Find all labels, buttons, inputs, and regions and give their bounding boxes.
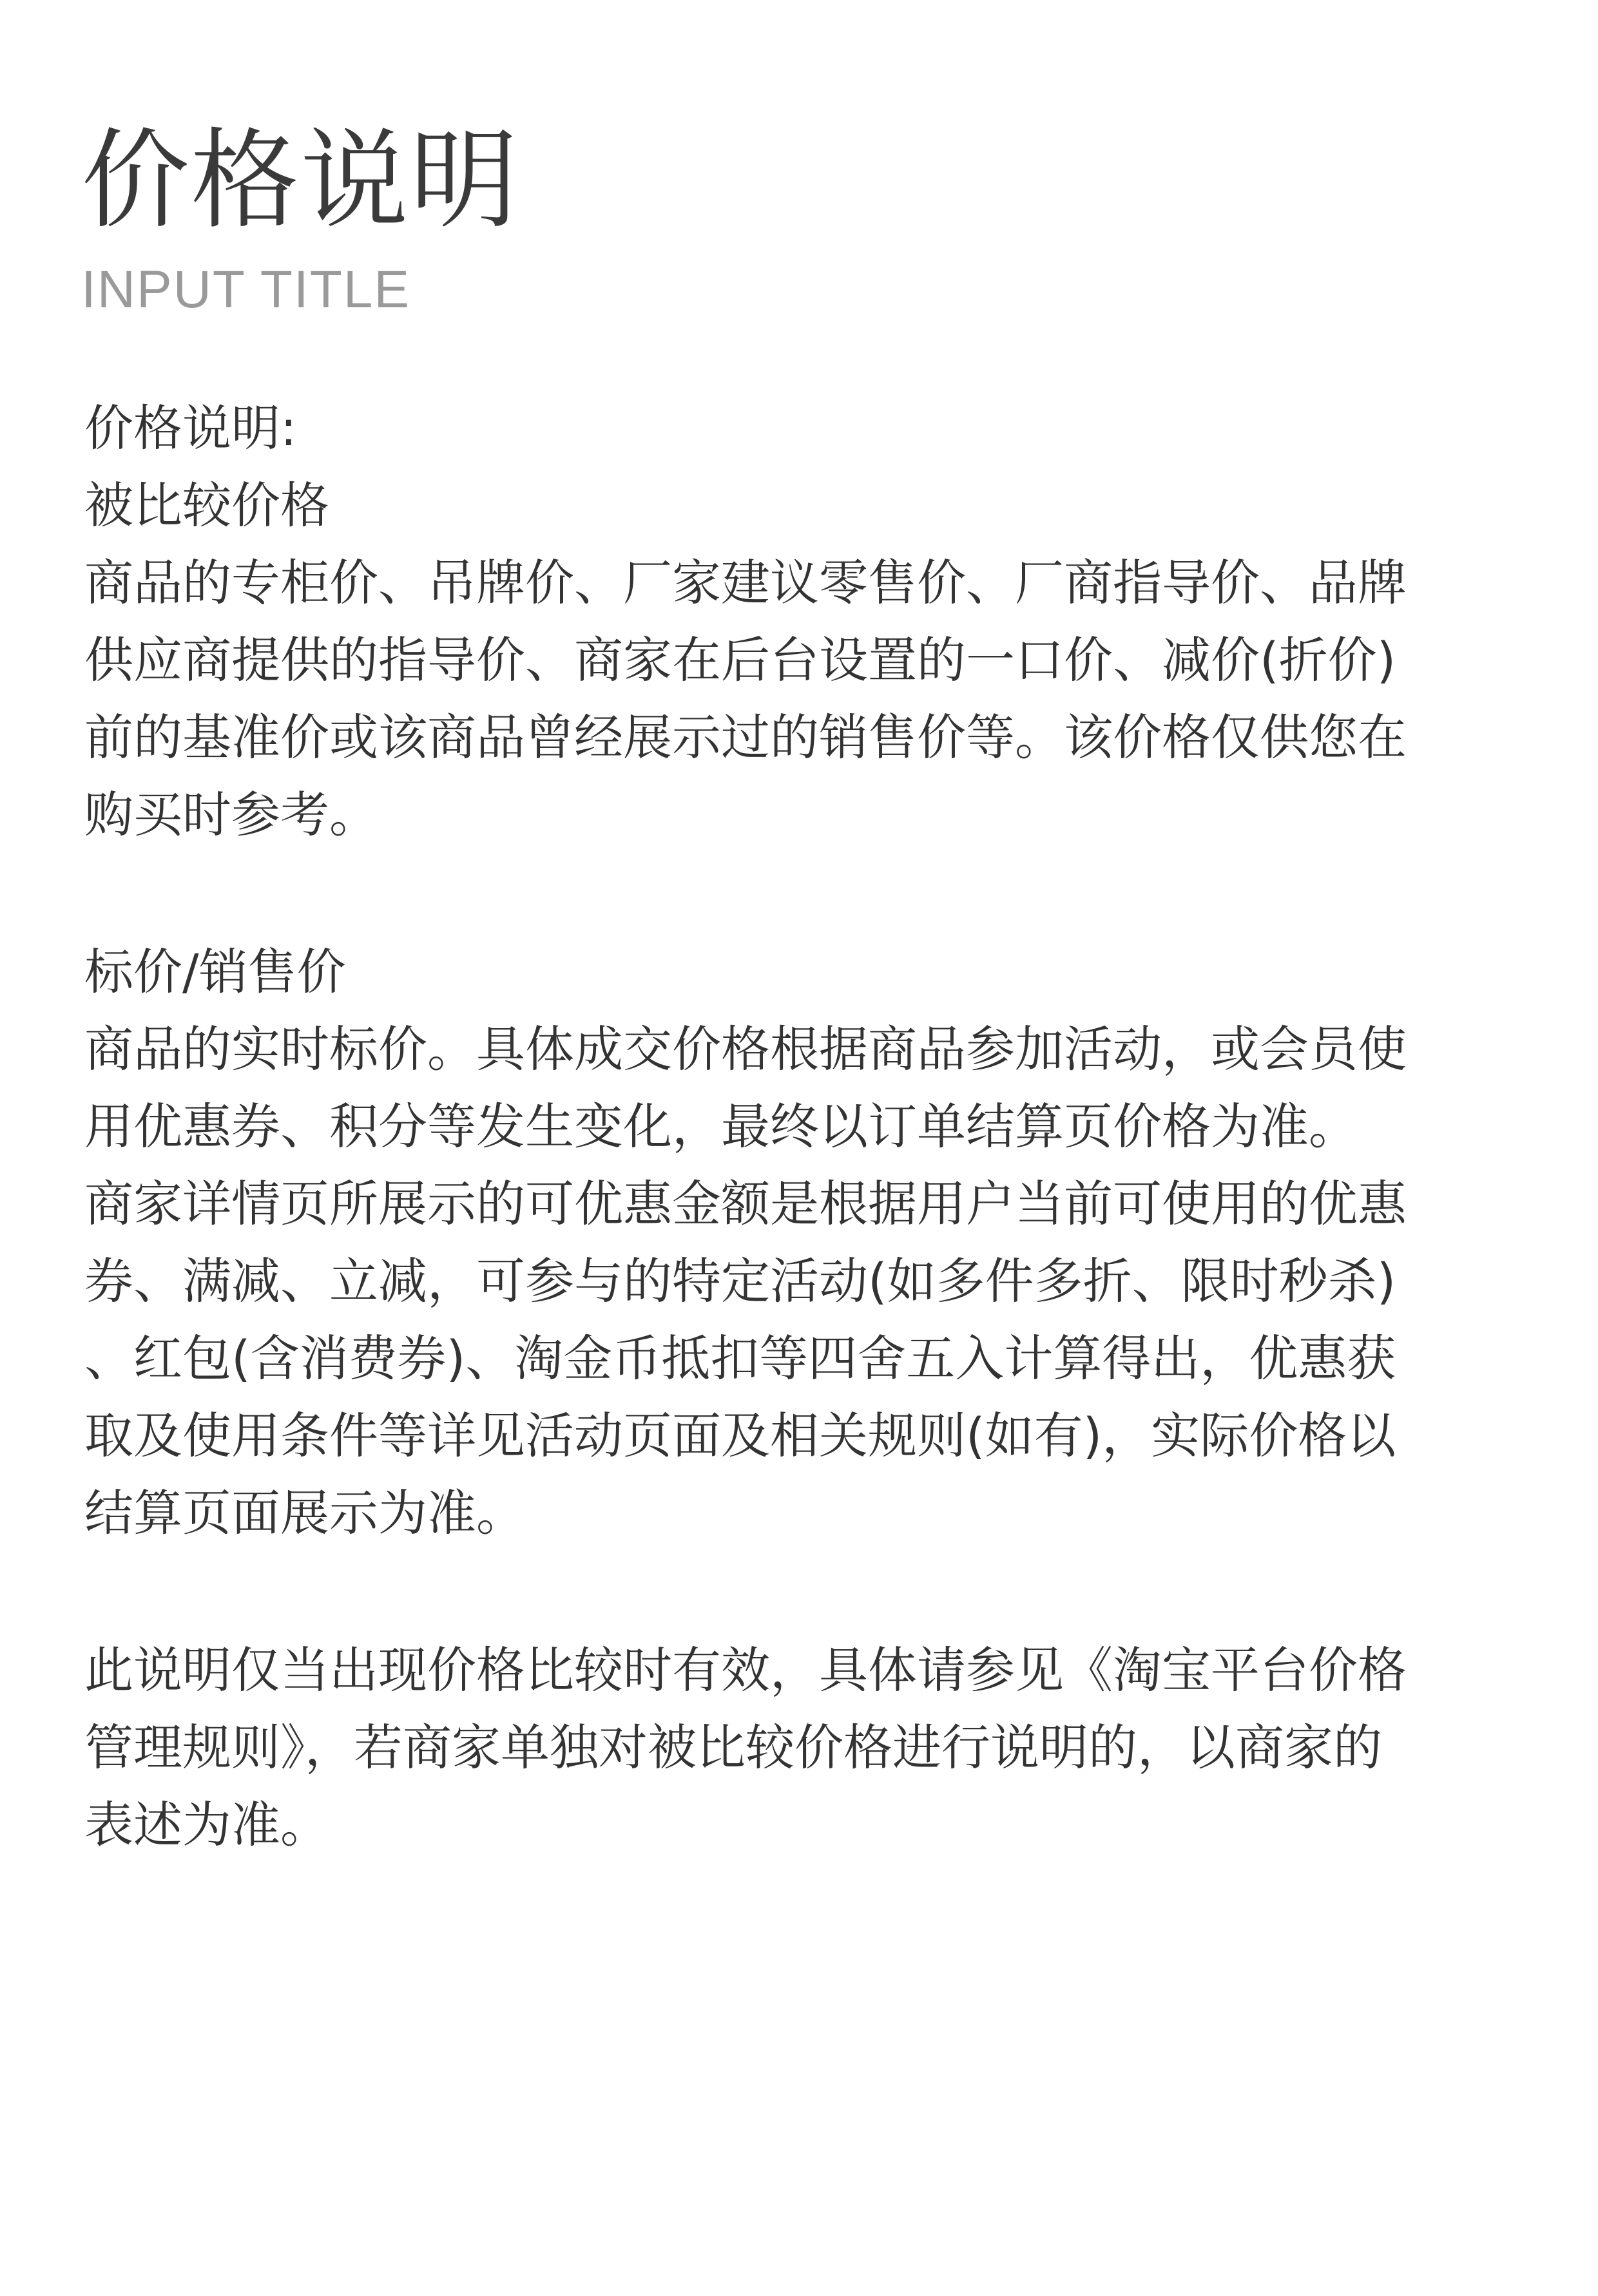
- description-content: [84, 390, 1502, 1944]
- paragraph-line: 管理规则》，若商家单独对被比较价格进行说明的，以商家的: [84, 1719, 1382, 1776]
- paragraph-line: 取及使用条件等详见活动页面及相关规则(如有)，实际价格以: [84, 1407, 1396, 1464]
- paragraph-line: 供应商提供的指导价、商家在后台设置的一口价、减价(折价): [84, 631, 1396, 689]
- section-heading: 价格说明:: [84, 399, 297, 457]
- page-subtitle: INPUT TITLE: [81, 260, 411, 319]
- validity-note-section: [84, 1632, 1502, 1864]
- paragraph-line: 商品的实时标价。具体成交价格根据商品参加活动，或会员使: [84, 1020, 1407, 1078]
- page-title: 价格说明: [81, 117, 519, 244]
- subsection-heading: 标价/销售价: [84, 943, 346, 1000]
- page-header: [81, 110, 1499, 322]
- paragraph-line: 表述为准。: [84, 1796, 329, 1853]
- list-price-section: [84, 933, 1502, 1552]
- paragraph-line: 此说明仅当出现价格比较时有效，具体请参见《淘宝平台价格: [84, 1641, 1407, 1699]
- paragraph-line: 、红包(含消费券)、淘金币抵扣等四舍五入计算得出，优惠获: [84, 1330, 1396, 1387]
- compared-price-section: [84, 390, 1502, 854]
- paragraph-line: 用优惠券、积分等发生变化，最终以订单结算页价格为准。: [84, 1098, 1358, 1155]
- paragraph-line: 商家详情页所展示的可优惠金额是根据用户当前可使用的优惠: [84, 1175, 1407, 1232]
- paragraph-line: 结算页面展示为准。: [84, 1484, 525, 1542]
- paragraph-line: 券、满减、立减，可参与的特定活动(如多件多折、限时秒杀): [84, 1252, 1396, 1310]
- paragraph-line: 购买时参考。: [84, 786, 378, 843]
- subsection-heading: 被比较价格: [84, 477, 329, 534]
- paragraph-line: 前的基准价或该商品曾经展示过的销售价等。该价格仅供您在: [84, 709, 1407, 766]
- paragraph-line: 商品的专柜价、吊牌价、厂家建议零售价、厂商指导价、品牌: [84, 554, 1407, 611]
